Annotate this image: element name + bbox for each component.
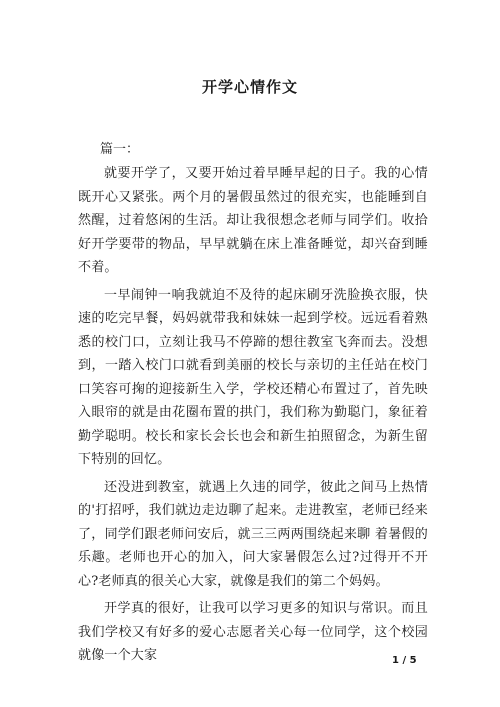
page-number: 1 / 5 — [392, 655, 417, 666]
document-body — [78, 162, 428, 672]
paragraph-3: 还没进到教室，就遇上久违的同学，彼此之间马上热情的'打招呼，我们就边走边聊了起来。走进教室，老师已经来了，同学们跟老师问安后，就三三两两围绕起来聊 着暑假的乐趣。老师也开心的加入，问大家暑假怎么过?过得开不开心?老师真的很关心大家，就像是我们的第二个妈妈。 — [78, 479, 428, 589]
paragraph-2: 一早闹钟一响我就迫不及待的起床刷牙洗脸换衣服，快速的吃完早餐，妈妈就带我和妹妹一起到学校。远远看着熟悉的校门口，立刻让我马不停蹄的想往教室飞奔而去。没想到，一踏入校门口就看到美丽的校长与亲切的主任站在校门口笑容可掬的迎接新生入学，学校还精心布置过了，首先映入眼帘的就是由花圈布置的拱门，我们称为勤聪门，象征着勤学聪明。校长和家长会长也会和新生拍照留念，为新生留下特别的回忆。 — [78, 287, 428, 467]
paragraph-1: 就要开学了，又要开始过着早睡早起的日子。我的心情既开心又紧张。两个月的暑假虽然过的很充实，也能睡到自然醒，过着悠闲的生活。却让我很想念老师与同学们。收拾好开学要带的物品，早早就躺在床上准备睡觉，却兴奋到睡不着。 — [78, 166, 428, 275]
document-title: 开学心情作文 — [201, 78, 298, 96]
section-label: 篇一： — [100, 142, 140, 157]
paragraph-4: 开学真的很好，让我可以学习更多的知识与常识。而且我们学校又有好多的爱心志愿者关心每一位同学，这个校园就像一个大家 — [78, 601, 428, 663]
